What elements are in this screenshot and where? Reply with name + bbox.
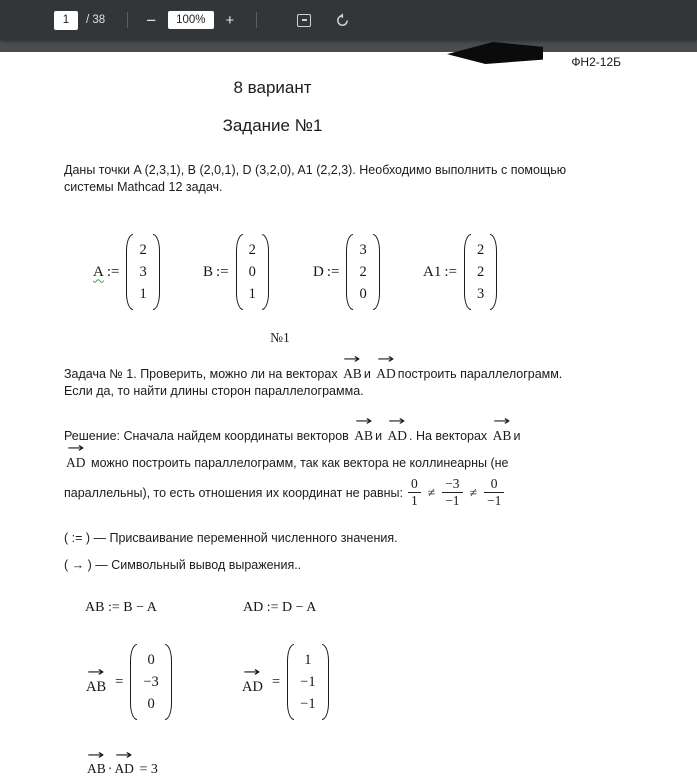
fit-to-page-icon — [297, 14, 311, 27]
intro-paragraph — [64, 162, 584, 196]
vector-result-ad — [240, 644, 329, 720]
fraction-denominator: 1 — [408, 492, 421, 509]
matrix-var: B — [203, 263, 214, 280]
solution-paragraph — [64, 414, 639, 509]
task-text: Задача № 1. Проверить, можно ли на векторах — [64, 367, 338, 381]
document-page — [0, 52, 697, 779]
solution-line-1 — [64, 414, 639, 445]
definition-assign: ( := ) — Присваивание переменной численного значения. — [64, 531, 398, 545]
vector-arrow-icon: → — [67, 441, 85, 456]
rotate-ccw-icon — [335, 13, 350, 28]
not-equal-sign: ≠ — [427, 484, 436, 500]
matrix-label — [203, 264, 229, 281]
equation-ab: AB := B − A — [85, 600, 157, 615]
vector-ad — [240, 664, 265, 696]
vector-ad — [386, 414, 410, 445]
vector-name: AD — [387, 428, 408, 443]
vector-arrow-icon: → — [243, 664, 262, 680]
matrix-value: 2 — [476, 264, 485, 280]
matrix-value: 0 — [147, 696, 155, 712]
vector-name: AB — [354, 428, 374, 443]
solution-text: . На векторах — [409, 429, 488, 443]
vector-arrow-icon: → — [388, 414, 407, 429]
paren-right — [322, 644, 329, 720]
vector-arrow-icon: → — [377, 352, 395, 367]
vector-name: AB — [343, 366, 362, 381]
matrix-value: −1 — [300, 696, 316, 712]
matrix-column — [243, 234, 262, 310]
vector-name: AB — [87, 761, 106, 776]
doc-code: ФН2-12Б — [571, 55, 621, 69]
fraction-3 — [484, 476, 504, 509]
fraction-numerator: 0 — [490, 476, 498, 491]
matrix-definition-d — [313, 234, 380, 310]
vector-name: AD — [376, 366, 396, 381]
vector-name: AD — [114, 761, 134, 776]
matrix-definition-a1 — [423, 234, 497, 310]
solution-text: можно построить параллелограмм, так как вектора не коллинеарны (не — [90, 456, 509, 470]
matrix-value: 0 — [248, 264, 256, 280]
pdf-canvas — [0, 40, 697, 779]
heading-variant: 8 вариант — [233, 78, 312, 97]
matrix-value: 1 — [248, 286, 256, 302]
paren-left — [464, 234, 471, 310]
task-line-1 — [64, 352, 624, 383]
matrix-column — [137, 644, 164, 720]
intro-line-1: Даны точки A (2,3,1), B (2,0,1), D (3,2,0), A1 (2,2,3). Необходимо выполнить с помощью — [64, 163, 567, 177]
matrix-value: 2 — [359, 264, 367, 280]
paren-right — [165, 644, 172, 720]
matrix-value: 3 — [359, 242, 367, 258]
fit-to-page-icon-inner — [302, 19, 307, 21]
matrix-value: 1 — [304, 652, 312, 668]
toolbar-separator — [256, 12, 257, 28]
vector-arrow-icon: → — [87, 748, 106, 763]
matrix-value: 0 — [359, 286, 367, 302]
definition-symbolic: ( → ) — Символьный вывод выражения.. — [64, 558, 302, 572]
vector-result-ab — [84, 644, 172, 720]
fraction-numerator: 0 — [411, 476, 418, 491]
fraction-denominator: −1 — [442, 492, 462, 509]
task-line-2: Если да, то найти длины сторон параллелограмма. — [64, 384, 364, 398]
solution-text: и — [375, 429, 383, 443]
vector-name: AD — [242, 678, 263, 695]
matrix-column — [133, 234, 152, 310]
vector-arrow-icon: → — [115, 748, 133, 763]
zoom-out-button[interactable]: − — [146, 10, 157, 30]
matrix-value: −1 — [300, 674, 316, 690]
vector-ad — [112, 748, 136, 778]
paren-right — [153, 234, 160, 310]
matrix-value: 2 — [476, 242, 485, 258]
section-number: №1 — [270, 330, 290, 345]
fraction-denominator: −1 — [484, 492, 504, 509]
vector-ad — [374, 352, 398, 383]
fraction-numerator: −3 — [445, 476, 460, 491]
task-text: построить параллелограмм. — [397, 367, 563, 381]
vector-arrow-icon: → — [354, 414, 373, 429]
matrix-label — [313, 264, 339, 281]
dot-operator: · — [107, 762, 113, 777]
matrix-var: A1 — [423, 263, 442, 280]
vector-name: AD — [66, 455, 86, 470]
matrix-column — [353, 234, 372, 310]
vector-name: AB — [492, 428, 512, 443]
not-equal-sign: ≠ — [469, 484, 477, 500]
paren-left — [130, 644, 137, 720]
assign-op: := — [216, 263, 229, 280]
matrix-value: 2 — [248, 242, 256, 258]
task-text: и — [363, 367, 371, 381]
rotate-button[interactable] — [335, 13, 350, 28]
vector-ab — [85, 748, 108, 778]
solution-line-3 — [64, 476, 639, 509]
matrix-value: 3 — [476, 286, 485, 302]
matrix-label — [423, 264, 457, 281]
fraction-2 — [442, 476, 462, 509]
solution-text: и — [513, 429, 521, 443]
paren-left — [346, 234, 353, 310]
paren-left — [287, 644, 294, 720]
heading-task: Задание №1 — [222, 116, 323, 135]
matrix-column — [471, 234, 490, 310]
equals-sign: = — [271, 673, 281, 690]
solution-text: параллельны), то есть отношения их координат не равны: — [64, 485, 404, 500]
zoom-level-label: 100% — [168, 11, 213, 29]
paren-left — [126, 234, 133, 310]
matrix-column — [294, 644, 321, 720]
vector-arrow-icon: → — [87, 664, 105, 680]
assign-op: := — [444, 263, 457, 280]
solution-line-2 — [64, 441, 639, 472]
vector-ad — [64, 441, 88, 472]
matrix-definition-a — [93, 234, 160, 310]
matrix-value: 3 — [139, 264, 147, 280]
fraction-1 — [408, 476, 421, 509]
assign-op: := — [326, 263, 340, 280]
dot-product-line — [85, 748, 158, 778]
page-number-input[interactable] — [54, 11, 78, 30]
vector-arrow-icon: → — [343, 352, 362, 367]
matrix-var: D — [313, 263, 324, 280]
fit-to-page-button[interactable] — [297, 14, 311, 27]
vector-ab — [341, 352, 364, 383]
paren-right — [373, 234, 380, 310]
matrix-label — [93, 264, 119, 281]
matrix-var: A — [93, 263, 104, 280]
matrix-value: 1 — [139, 286, 147, 302]
matrix-value: 2 — [139, 242, 147, 258]
zoom-in-button[interactable]: + — [225, 11, 235, 29]
page-count-label: / 38 — [86, 14, 106, 26]
solution-text: Решение: Сначала найдем координаты векторов — [64, 429, 349, 443]
paren-right — [490, 234, 497, 310]
vector-name: AB — [86, 678, 107, 695]
pdf-toolbar — [0, 0, 697, 40]
dot-result: = 3 — [139, 762, 158, 777]
vector-ab — [352, 414, 375, 445]
vector-ab — [491, 414, 514, 445]
paren-left — [236, 234, 243, 310]
assign-op: := — [106, 263, 120, 280]
vector-arrow-icon: → — [493, 414, 511, 429]
vector-ab — [84, 664, 108, 696]
matrix-definition-b — [203, 234, 269, 310]
equals-sign: = — [115, 673, 124, 690]
toolbar-separator — [127, 12, 128, 28]
intro-line-2: системы Mathcad 12 задач. — [64, 180, 223, 194]
paren-right — [262, 234, 269, 310]
equation-ad: AD := D − A — [243, 600, 317, 615]
task-paragraph — [64, 352, 624, 400]
matrix-value: 0 — [147, 652, 155, 668]
matrix-value: −3 — [143, 674, 159, 690]
